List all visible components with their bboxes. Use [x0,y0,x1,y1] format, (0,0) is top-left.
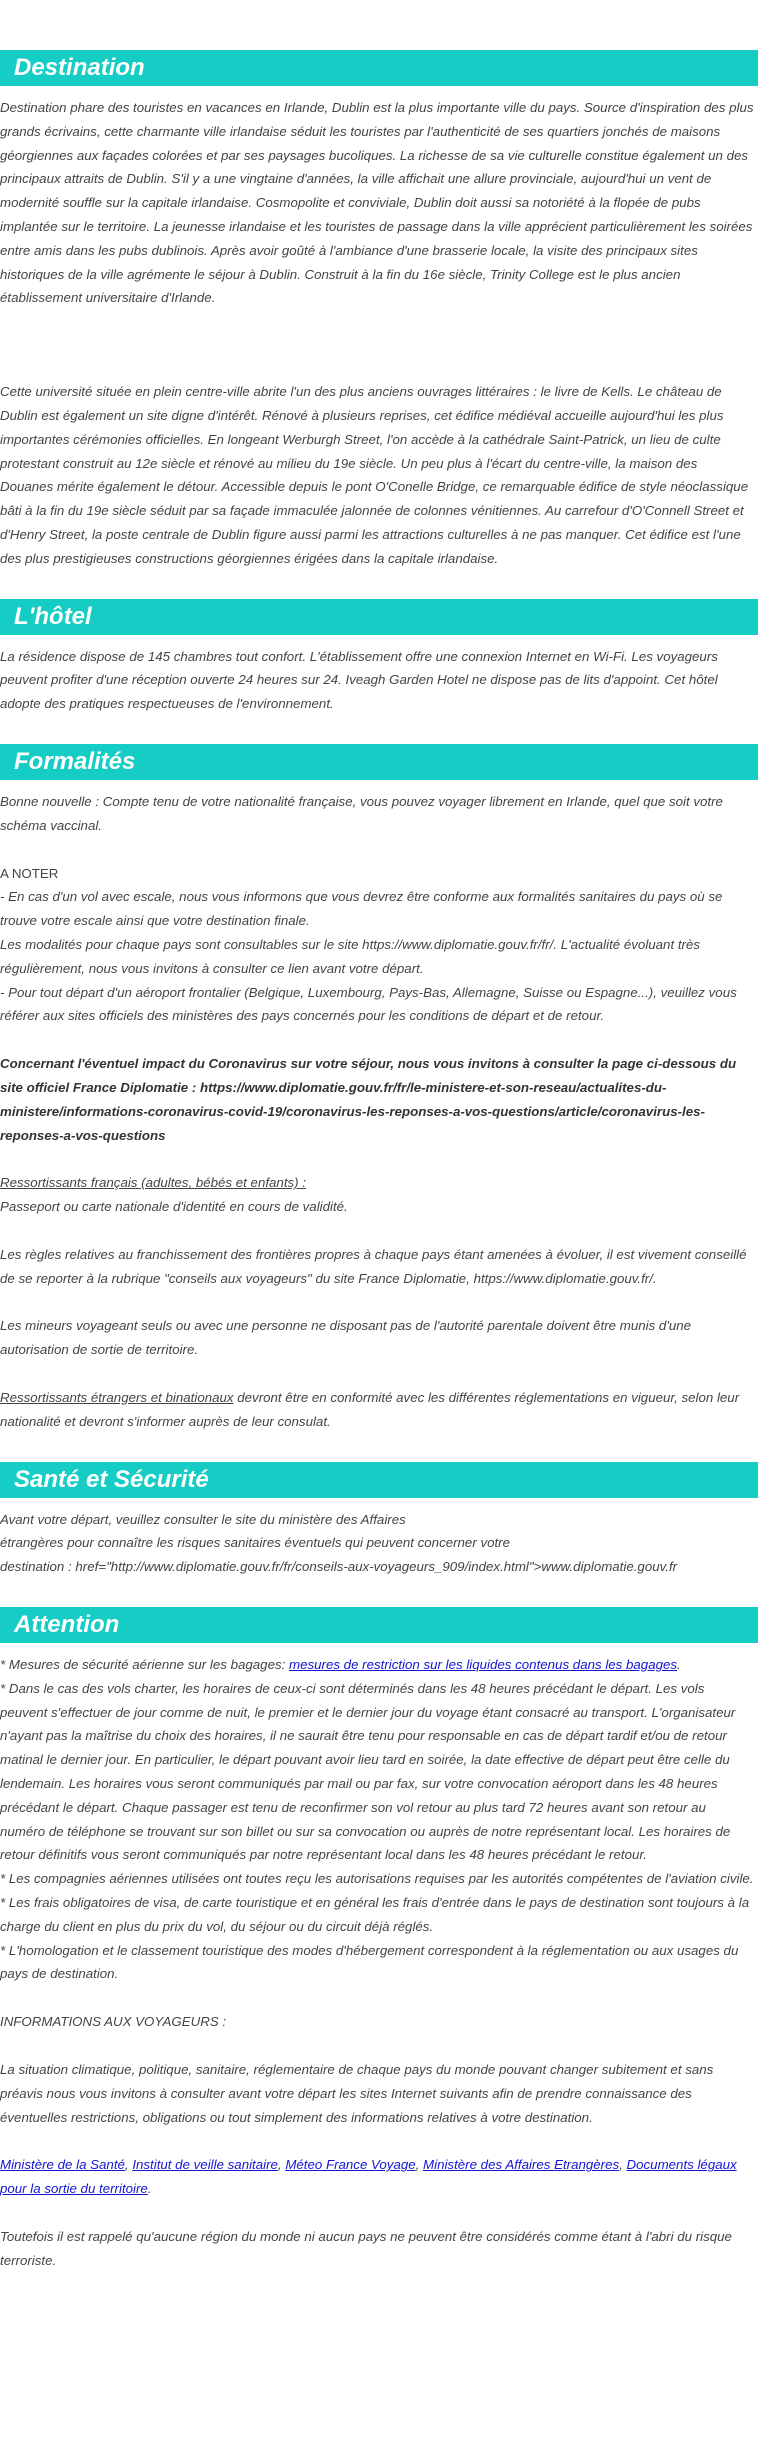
hotel-paragraph: La résidence dispose de 145 chambres tout confort. L'établissement offre une connexion Internet en Wi-Fi. Les voyageurs peuvent profiter d'une réception ouverte 24 heures sur 24. Iveagh Garden Hotel ne dispose pas de lits d'appoint. Cet hôtel adopte des pratiques respectueuses de l'environnement. [0,648,718,712]
link-separator: , [124,2157,133,2173]
destination-paragraph-2: Cette université située en plein centre-ville abrite l'un des plus anciens ouvrages littéraires : le livre de Kells. Le château de Dublin est également un site digne d'intérêt. Rénové à plusieurs reprises, cet édifice médiéval accueille aujourd'hui les plus importantes cérémonies officielles. En longeant Werburgh Street, l'on accède à la cathédrale Saint-Patrick, un lieu de culte protestant construit au 12e siècle et rénové au milieu du 19e siècle. Un peu plus à l'écart du centre-ville, la maison des Douanes mérite également le détour. Accessible depuis le pont O'Conelle Bridge, ce remarquable édifice de style néoclassique bâti à la fin du 19e siècle séduit par sa façade immaculée jalonnée de colonnes vénitiennes. Au carrefour d'O'Connell Street et d'Henry Street, la poste centrale de Dublin figure aussi parmi les attractions culturelles à ne pas manquer. Cet édifice est l'une des plus prestigieuses constructions géorgiennes érigées dans la capitale irlandaise. [0,384,749,566]
liquides-restriction-link[interactable]: mesures de restriction sur les liquides contenus dans les bagages [289,1657,678,1673]
link-separator: , [277,2157,286,2173]
attention-bagages-prefix: * Mesures de sécurité aérienne sur les bagages: [0,1657,289,1673]
formalites-text [0,790,758,1434]
section-destination [0,50,758,571]
section-title-formalites: Formalités [0,744,758,780]
formalites-covid-notice: Concernant l'éventuel impact du Coronavirus sur votre séjour, nous vous invitons à consulter la page ci-dessous du site officiel France Diplomatie : https://www.diplomatie.gouv.fr/fr/le-ministere-et-son-reseau/actualites-du-ministere/informations-coronavirus-covid-19/coronavirus-les-reponses-a-vos-questions/article/coronavirus-les-reponses-a-vos-questions [0,1056,737,1143]
formalites-noter-title: A NOTER [0,865,59,881]
sante-line-1: Avant votre départ, veuillez consulter le site du ministère des Affaires [0,1511,406,1527]
link-veille-sanitaire[interactable]: Institut de veille sanitaire [132,2157,278,2173]
attention-frais: * Les frais obligatoires de visa, de carte touristique et en général les frais d'entrée dans le pays de destination sont toujours à la charge du client en plus du prix du vol, du séjour ou du circuit déjà réglés. [0,1895,750,1934]
section-title-attention: Attention [0,1607,758,1643]
formalites-etrangers-text: devront être en conformité avec les différentes réglementations en vigueur, selon leur nationalité et devront s'informer auprès de leur consulat. [0,1390,740,1429]
formalites-frontieres: Les règles relatives au franchissement des frontières propres à chaque pays étant amenées à évoluer, il est vivement conseillé de se reporter à la rubrique "conseils aux voyageurs" du site France Diplomatie, https://www.diplomatie.gouv.fr/. [0,1246,747,1286]
link-affaires-etrangeres[interactable]: Ministère des Affaires Etrangères [423,2157,620,2173]
formalites-fr-text: Passeport ou carte nationale d'identité en cours de validité. [0,1199,348,1215]
attention-charter: * Dans le cas des vols charter, les horaires de ceux-ci sont déterminés dans les 48 heures précédant le départ. Les vols peuvent s'effectuer de jour comme de nuit, le premier et le dernier jour du voyage étant consacré au transport. L'organisateur n'ayant pas la maîtrise du choix des horaires, il ne saurait être tenu pour responsable en cas de départ tardif et/ou de retour matinal le dernier jour. En particulier, le départ pouvant avoir lieu tard en soirée, la date effective de départ peut être celle du lendemain. Les horaires vous seront communiqués par mail ou par fax, sur votre convocation aéroport dans les 48 heures précédant le départ. Chaque passager est tenu de reconfirmer son vol retour au plus tard 72 heures avant son retour au numéro de téléphone se trouvant sur son billet ou sur sa convocation ou auprès de notre représentant local. Les horaires de retour définitifs vous seront communiqués par notre représentant local dans les 48 heures précédant le retour. [0,1680,736,1863]
attention-info-title: INFORMATIONS AUX VOYAGEURS : [0,2014,227,2030]
attention-text [0,1653,758,2273]
attention-links [0,2153,754,2201]
attention-bagages-suffix: . [677,1657,681,1673]
formalites-noter-aeroport: - Pour tout départ d'un aéroport frontalier (Belgique, Luxembourg, Pays-Bas, Allemagne, Suisse ou Espagne...), veuillez vous référer aux sites officiels des ministères des pays concernés pour les conditions de départ et de retour. [0,984,737,1024]
section-title-destination: Destination [0,50,758,86]
section-formalites [0,744,758,1434]
section-attention [0,1607,758,2273]
hotel-text [0,645,758,716]
sante-text [0,1508,758,1579]
link-separator: , [619,2157,627,2173]
section-title-hotel: L'hôtel [0,599,758,635]
formalites-etrangers-label: Ressortissants étrangers et binationaux [0,1390,234,1406]
link-meteo-france[interactable]: Méteo France Voyage [285,2157,416,2173]
formalites-etrangers [0,1386,754,1434]
formalites-fr-label: Ressortissants français (adultes, bébés et enfants) : [0,1175,306,1191]
attention-homologation: * L'homologation et le classement touristique des modes d'hébergement correspondent à la réglementation ou aux usages du pays de destination. [0,1942,739,1982]
attention-info-text: La situation climatique, politique, sanitaire, réglementaire de chaque pays du monde pouvant changer subitement et sans préavis nous vous invitons à consulter avant votre départ les sites Internet suivants afin de prendre connaissance des éventuelles restrictions, obligations ou tout simplement des informations relatives à votre destination. [0,2062,714,2125]
attention-compagnies: * Les compagnies aériennes utilisées ont toutes reçu les autorisations requises par les autorités compétentes de l'aviation civile. [0,1871,754,1887]
attention-final: Toutefois il est rappelé qu'aucune région du monde ni aucun pays ne peuvent être considérés comme étant à l'abri du risque terroriste. [0,2229,732,2268]
link-separator: , [415,2157,424,2173]
attention-bagages [0,1653,754,1677]
formalites-noter-escale: - En cas d'un vol avec escale, nous vous informons que vous devrez être conforme aux formalités sanitaires du pays où se trouve votre escale ainsi que votre destination finale. [0,889,723,929]
sante-line-2: étrangères pour connaître les risques sanitaires éventuels qui peuvent concerner votre [0,1535,511,1551]
destination-text [0,96,758,571]
section-title-sante: Santé et Sécurité [0,1462,758,1498]
link-end: . [147,2181,152,2197]
destination-paragraph-1: Destination phare des touristes en vacances en Irlande, Dublin est la plus importante ville du pays. Source d'inspiration des plus grands écrivains, cette charmante ville irlandaise séduit les touristes par l'authenticité de ses quartiers jonchés de maisons géorgiennes aux façades colorées et par ses paysages bucoliques. La richesse de sa vie culturelle constitue également un des principaux attraits de Dublin. S'il y a une vingtaine d'années, la ville affichait une allure provinciale, aujourd'hui un vent de modernité souffle sur la capitale irlandaise. Cosmopolite et conviviale, Dublin doit aussi sa notoriété à la flopée de pubs implantée sur le territoire. La jeunesse irlandaise et les touristes de passage dans la ville apprécient particulièrement les soirées entre amis dans les pubs dublinois. Après avoir goûté à l'ambiance d'une brasserie locale, la visite des principaux sites historiques de la ville agrémente le séjour à Dublin. Construit à la fin du 16e siècle, Trinity College est le plus ancien établissement universitaire d'Irlande. [0,100,754,306]
formalites-mineurs: Les mineurs voyageant seuls ou avec une personne ne disposant pas de l'autorité parentale doivent être munis d'une autorisation de sortie de territoire. [0,1318,692,1358]
section-sante [0,1462,758,1579]
link-documents-legaux[interactable]: Documents légaux pour la sortie du territoire [0,2157,737,2197]
section-hotel [0,599,758,716]
sante-line-3: destination : href="http://www.diplomatie.gouv.fr/fr/conseils-aux-voyageurs_909/index.html">www.diplomatie.gouv.fr [0,1559,678,1575]
formalites-noter-modalites: Les modalités pour chaque pays sont consultables sur le site https://www.diplomatie.gouv.fr/fr/. L'actualité évoluant très régulièrement, nous vous invitons à consulter ce lien avant votre départ. [0,936,701,976]
formalites-intro: Bonne nouvelle : Compte tenu de votre nationalité française, vous pouvez voyager librement en Irlande, quel que soit votre schéma vaccinal. [0,793,723,833]
link-ministere-sante[interactable]: Ministère de la Santé [0,2157,125,2173]
